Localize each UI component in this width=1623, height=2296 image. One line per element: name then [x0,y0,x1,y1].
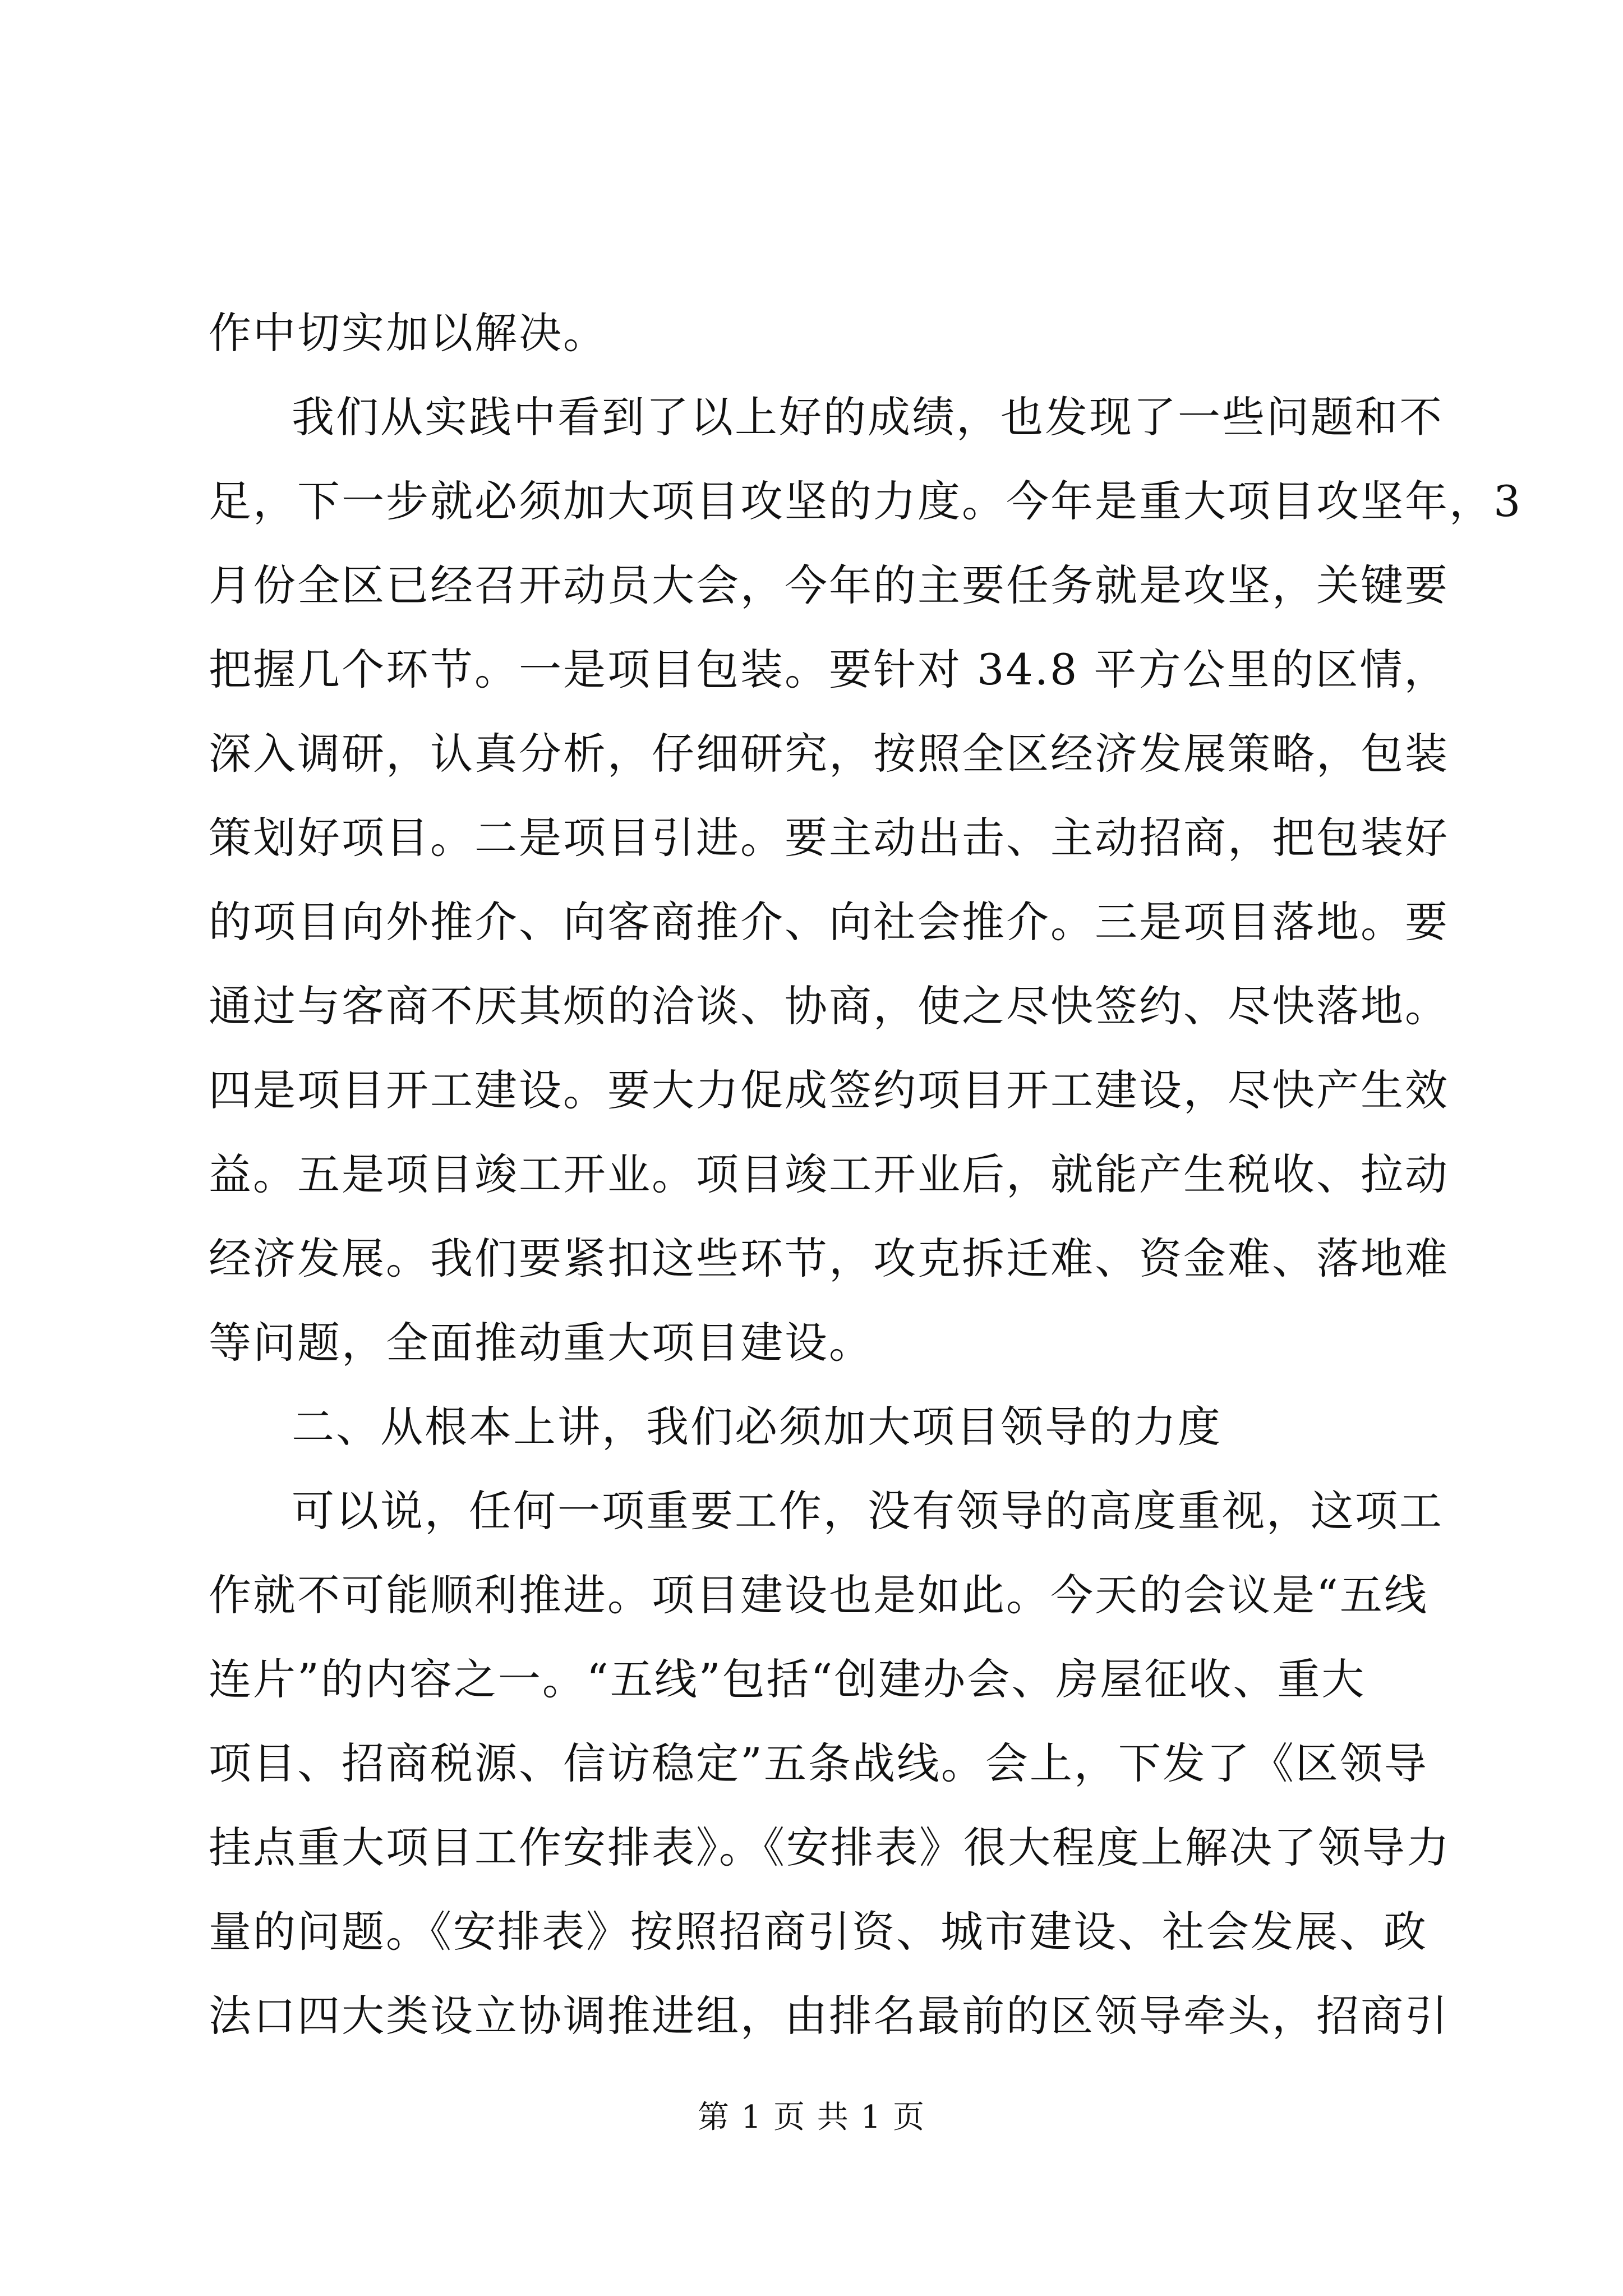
section-heading: 二、从根本上讲，我们必须加大项目领导的力度 [292,1402,1222,1452]
text-line: 连片”的内容之一。“五线”包括“创建办会、房屋征收、重大 [209,1654,1366,1704]
text-line: 挂点重大项目工作安排表》。《安排表》很大程度上解决了领导力 [209,1823,1451,1872]
text-line: 足，下一步就必须加大项目攻坚的力度。今年是重大项目攻坚年，3 [209,476,1523,526]
text-line: 等问题，全面推动重大项目建设。 [209,1318,873,1368]
paragraph-first-line: 可以说，任何一项重要工作，没有领导的高度重视，这项工 [292,1486,1444,1536]
page-footer: 第 1 页 共 1 页 [697,2099,926,2136]
text-line: 法口四大类设立协调推进组，由排名最前的区领导牵头，招商引 [209,1991,1449,2041]
text-line: 作就不可能顺利推进。项目建设也是如此。今天的会议是“五线 [209,1570,1428,1620]
text-line: 益。五是项目竣工开业。项目竣工开业后，就能产生税收、拉动 [209,1149,1449,1199]
text-line: 量的问题。《安排表》按照招商引资、城市建设、社会发展、政 [209,1907,1428,1957]
text-line: 经济发展。我们要紧扣这些环节，攻克拆迁难、资金难、落地难 [209,1234,1449,1283]
paragraph-first-line: 我们从实践中看到了以上好的成绩，也发现了一些问题和不 [292,392,1444,442]
text-line: 作中切实加以解决。 [209,308,607,358]
text-line: 项目、招商税源、信访稳定”五条战线。会上，下发了《区领导 [209,1738,1428,1788]
text-line: 月份全区已经召开动员大会，今年的主要任务就是攻坚，关键要 [209,560,1449,610]
text-line: 深入调研，认真分析，仔细研究，按照全区经济发展策略，包装 [209,729,1449,779]
text-line: 的项目向外推介、向客商推介、向社会推介。三是项目落地。要 [209,897,1449,947]
text-line: 策划好项目。二是项目引进。要主动出击、主动招商，把包装好 [209,813,1449,863]
text-line: 四是项目开工建设。要大力促成签约项目开工建设，尽快产生效 [209,1065,1449,1115]
text-line: 通过与客商不厌其烦的洽谈、协商，使之尽快签约、尽快落地。 [209,981,1449,1031]
text-line: 把握几个环节。一是项目包装。要针对 34.8 平方公里的区情， [209,645,1449,694]
